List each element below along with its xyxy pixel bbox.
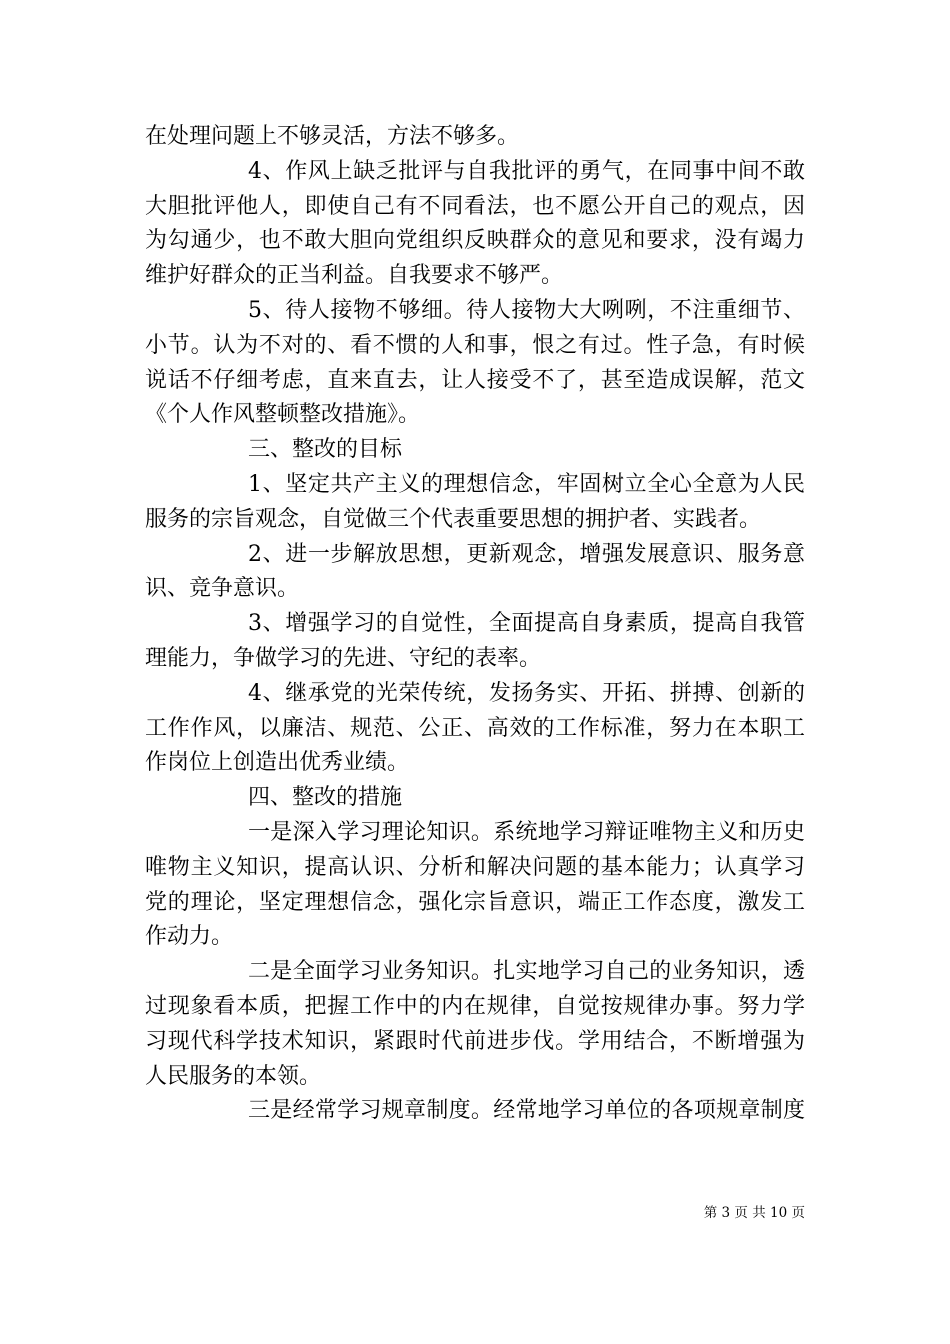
- paragraph: [145, 155, 805, 294]
- text-line: 过现象看本质，把握工作中的内在规律，自觉按规律办事。努力学: [145, 993, 805, 1019]
- text-line: 4、继承党的光荣传统，发扬务实、开拓、拼搏、创新的: [248, 680, 805, 706]
- section-heading-text: 四、整改的措施: [248, 785, 403, 811]
- text-line: 理能力，争做学习的先进、守纪的表率。: [145, 645, 542, 671]
- text-line: 小节。认为不对的、看不惯的人和事，恨之有过。性子急，有时候: [145, 332, 805, 358]
- text-line: 作岗位上创造出优秀业绩。: [145, 750, 410, 776]
- section-heading: [145, 433, 805, 468]
- page-footer: [704, 1204, 805, 1222]
- text-line: 《个人作风整顿整改措施》。: [145, 402, 421, 428]
- text-line: 习现代科学技术知识，紧跟时代前进步伐。学用结合，不断增强为: [145, 1028, 805, 1054]
- paragraph: [145, 1094, 805, 1129]
- text-line: 在处理问题上不够灵活，方法不够多。: [145, 124, 520, 149]
- text-line: 二是全面学习业务知识。扎实地学习自己的业务知识，透: [248, 959, 805, 985]
- paragraph: [145, 120, 805, 155]
- section-heading: [145, 781, 805, 816]
- text-line: 人民服务的本领。: [145, 1063, 322, 1089]
- paragraph: [145, 816, 805, 955]
- text-line: 2、进一步解放思想，更新观念，增强发展意识、服务意: [248, 541, 805, 567]
- paragraph: [145, 468, 805, 538]
- text-line: 作动力。: [145, 924, 234, 950]
- text-line: 唯物主义知识，提高认识、分析和解决问题的基本能力；认真学习: [145, 854, 805, 880]
- text-line: 三是经常学习规章制度。经常地学习单位的各项规章制度: [248, 1098, 805, 1124]
- text-line: 党的理论，坚定理想信念，强化宗旨意识，端正工作态度，激发工: [145, 889, 805, 915]
- text-line: 维护好群众的正当利益。自我要求不够严。: [145, 263, 564, 289]
- text-line: 工作作风，以廉洁、规范、公正、高效的工作标准，努力在本职工: [145, 715, 805, 741]
- text-line: 4、作风上缺乏批评与自我批评的勇气，在同事中间不敢: [248, 158, 805, 184]
- text-line: 识、竞争意识。: [145, 576, 300, 602]
- text-line: 为勾通少，也不敢大胆向党组织反映群众的意见和要求，没有竭力: [145, 228, 805, 254]
- text-line: 服务的宗旨观念，自觉做三个代表重要思想的拥护者、实践者。: [145, 506, 762, 532]
- paragraph: [145, 538, 805, 608]
- section-heading-text: 三、整改的目标: [248, 437, 403, 463]
- text-line: 说话不仔细考虑，直来直去，让人接受不了，甚至造成误解，范文: [145, 367, 805, 393]
- text-line: 1、坚定共产主义的理想信念，牢固树立全心全意为人民: [248, 471, 805, 497]
- page-number: 第 3 页 共 10 页: [703, 1205, 805, 1221]
- document-body: [145, 120, 805, 1129]
- paragraph: [145, 955, 805, 1094]
- paragraph: [145, 294, 805, 433]
- text-line: 大胆批评他人，即使自己有不同看法，也不愿公开自己的观点，因: [145, 193, 805, 219]
- text-line: 一是深入学习理论知识。系统地学习辩证唯物主义和历史: [248, 819, 805, 845]
- text-line: 3、增强学习的自觉性，全面提高自身素质，提高自我管: [248, 611, 805, 637]
- text-line: 5、待人接物不够细。待人接物大大咧咧，不注重细节、: [248, 297, 805, 323]
- paragraph: [145, 607, 805, 677]
- paragraph: [145, 677, 805, 781]
